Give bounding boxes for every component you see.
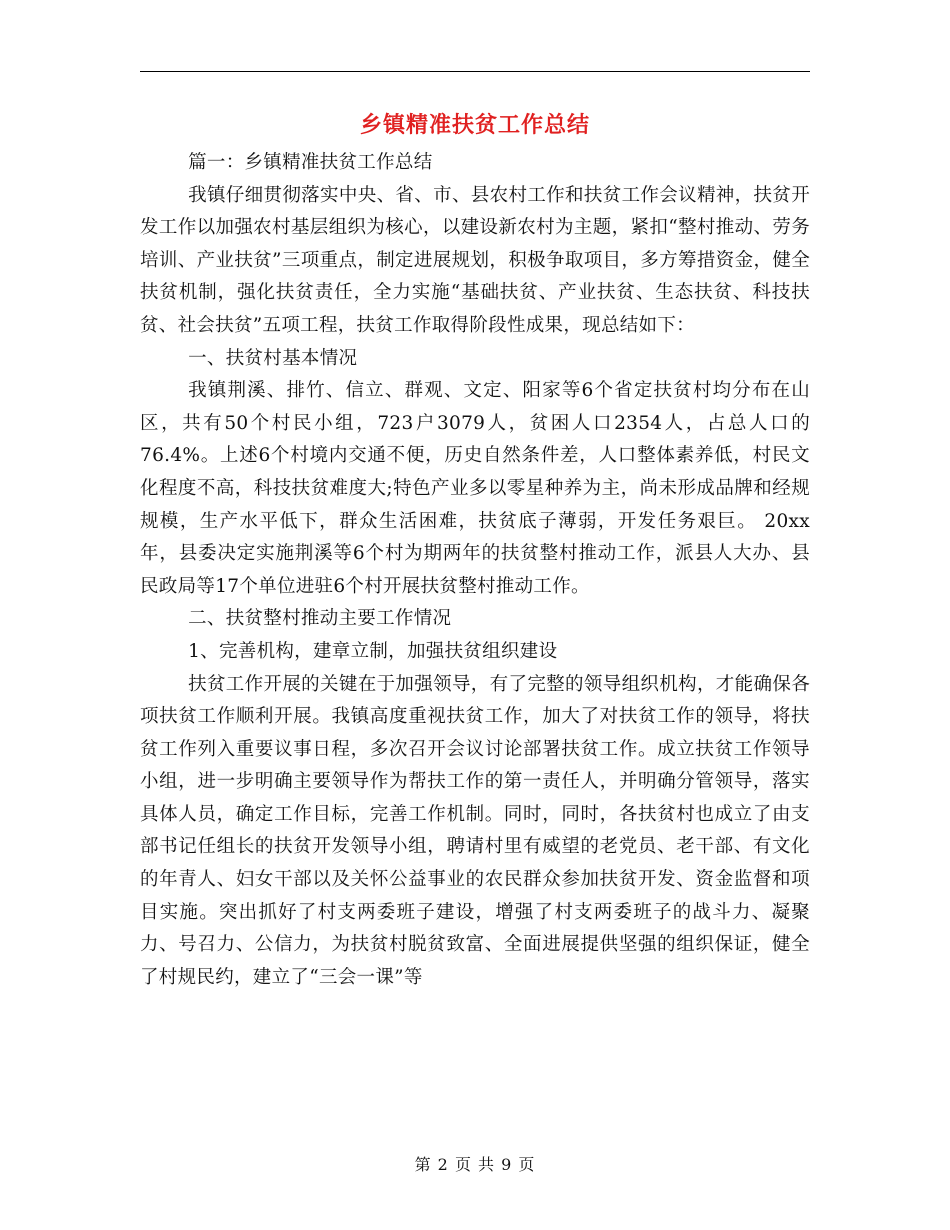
subsection-heading: 1、完善机构，建章立制，加强扶贫组织建设 <box>188 640 558 662</box>
body-paragraph: 我镇仔细贯彻落实中央、省、市、县农村工作和扶贫工作会议精神，扶贫开发工作以加强农村基层组织为核心，以建设新农村为主题，紧扣“整村推动、劳务培训、产业扶贫”三项重点，制定进展规划，积极争取项目，多方筹措资金，健全扶贫机制，强化扶贫责任，全力实施“基础扶贫、产业扶贫、生态扶贫、科技扶贫、社会扶贫”五项工程，扶贫工作取得阶段性成果，现总结如下： <box>140 184 810 336</box>
section-heading: 一、扶贫村基本情况 <box>188 347 358 369</box>
document-body <box>140 147 810 994</box>
body-paragraph: 扶贫工作开展的关键在于加强领导，有了完整的领导组织机构，才能确保各项扶贫工作顺利开展。我镇高度重视扶贫工作，加大了对扶贫工作的领导，将扶贫工作列入重要议事日程，多次召开会议讨论部署扶贫工作。成立扶贫工作领导小组，进一步明确主要领导作为帮扶工作的第一责任人，并明确分管领导，落实具体人员，确定工作目标，完善工作机制。同时，同时，各扶贫村也成立了由支部书记任组长的扶贫开发领导小组，聘请村里有威望的老党员、老干部、有文化的年青人、妇女干部以及关怀公益事业的农民群众参加扶贫开发、资金监督和项目实施。突出抓好了村支两委班子建设，增强了村支两委班子的战斗力、凝聚力、号召力、公信力，为扶贫村脱贫致富、全面进展提供坚强的组织保证，健全了村规民约，建立了“三会一课”等 <box>140 673 810 988</box>
page-number: 第 2 页 共 9 页 <box>414 1155 536 1174</box>
body-paragraph: 我镇荆溪、排竹、信立、群观、文定、阳家等6个省定扶贫村均分布在山区，共有50个村民小组，723户3079人，贫困人口2354人，占总人口的76.4%。上述6个村境内交通不便，历史自然条件差，人口整体素养低，村民文化程度不高，科技扶贫难度大;特色产业多以零星种养为主，尚未形成品牌和经规规模，生产水平低下，群众生活困难，扶贫底子薄弱，开发任务艰巨。 20xx年，县委决定实施荆溪等6个村为期两年的扶贫整村推动工作，派县人大办、县民政局等17个单位进驻6个村开展扶贫整村推动工作。 <box>140 380 810 597</box>
header-rule <box>140 71 810 72</box>
document-title: 乡镇精准扶贫工作总结 <box>359 112 590 138</box>
section-heading: 二、扶贫整村推动主要工作情况 <box>188 608 452 630</box>
section-heading: 篇一：乡镇精准扶贫工作总结 <box>188 152 433 173</box>
